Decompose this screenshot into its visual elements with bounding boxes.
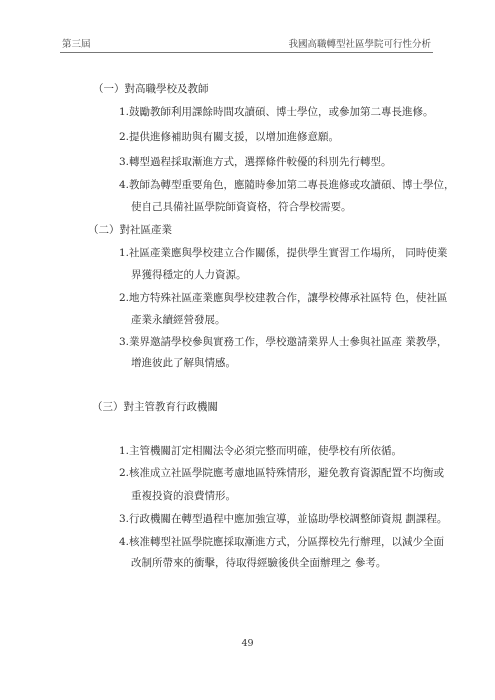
list-item-continuation: 增進彼此了解與情感。 (131, 357, 236, 369)
header-left: 第三屆 (62, 39, 91, 50)
list-item: 3.轉型過程採取漸進方式，選擇條件較優的科別先行轉型。 (119, 156, 392, 168)
page-number: 49 (241, 638, 254, 649)
list-item: 3.行政機關在轉型過程中應加強宣導，並協助學校調整師資規 劃課程。 (119, 513, 448, 525)
list-item: 2.地方特殊社區產業應與學校建教合作，讓學校傳承社區特 色，使社區 (119, 292, 448, 304)
list-item-continuation: 產業永續經營發展。 (131, 314, 226, 326)
list-item-continuation: 重複投資的浪費情形。 (131, 490, 236, 502)
list-item: 4.核准轉型社區學院應採取漸進方式，分區擇校先行辦理，以減少全面 (119, 536, 445, 548)
section-title: （一）對高職學校及教師 (93, 83, 209, 95)
list-item: 1.社區產業應與學校建立合作關係，提供學生實習工作場所， 同時使業 (119, 247, 448, 259)
list-item: 4.教師為轉型重要角色，應隨時參加第二專長進修或攻讀碩、博士學位， (119, 179, 455, 191)
list-item: 2.提供進修補助與有關支援，以增加進修意願。 (119, 131, 340, 143)
header-rule (60, 52, 433, 53)
list-item: 2.核准成立社區學院應考慮地區特殊情形，避免教育資源配置不均衡或 (119, 467, 445, 479)
list-item: 1.主管機關訂定相關法令必須完整而明確，使學校有所依循。 (119, 445, 403, 457)
list-item: 3.業界邀請學校參與實務工作，學校邀請業界人士參與社區產 業教學， (119, 336, 448, 348)
list-item-continuation: 使自己具備社區學院師資資格，符合學校需要。 (131, 201, 352, 213)
list-item-continuation: 界獲得穩定的人力資源。 (131, 269, 247, 281)
section-title: （二）對社區產業 (88, 224, 172, 236)
list-item-continuation: 改制所帶來的衝擊，待取得經驗後供全面辦理之 參考。 (131, 557, 387, 569)
section-title: （三）對主管教育行政機關 (92, 401, 218, 413)
list-item: 1.鼓勵教師利用課餘時間攻讀碩、博士學位，或參加第二專長進修。 (119, 106, 434, 118)
header-right: 我國高職轉型社區學院可行性分析 (288, 39, 431, 50)
